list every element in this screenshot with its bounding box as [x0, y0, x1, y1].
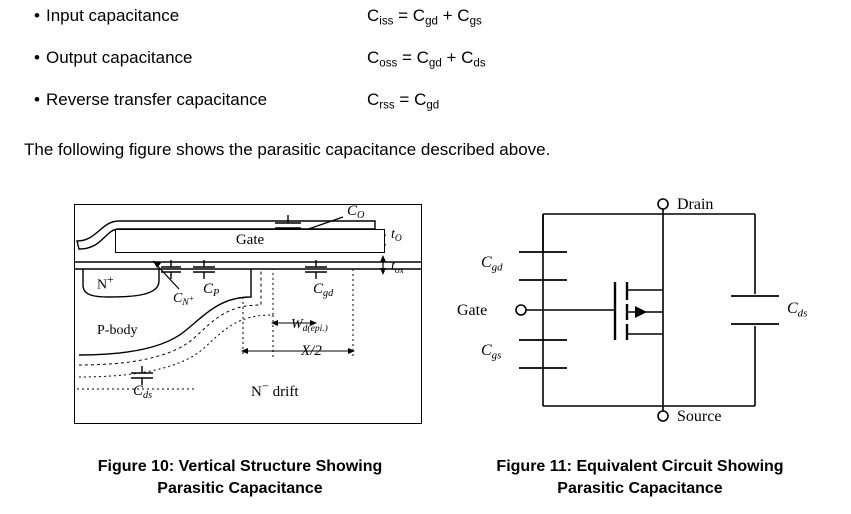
- figure-11-equivalent-circuit: [455, 190, 825, 430]
- bullet-row: [34, 44, 824, 86]
- bullet-equation-ciss: $C_{iss} = C_{gd} + C_{gs}$: [367, 6, 482, 28]
- label-t-o: $t_O$: [391, 227, 402, 244]
- terminal-label-gate: Gate: [457, 302, 488, 319]
- n-drift-label: N− drift: [251, 379, 299, 400]
- figure-11-drawing: [455, 190, 825, 430]
- bullet-list: [34, 2, 824, 128]
- gate-label: Gate: [235, 232, 265, 248]
- figure-11-caption-line2: Parasitic Capacitance: [557, 479, 723, 497]
- terminal-label-drain: Drain: [677, 196, 714, 213]
- bullet-row: [34, 86, 824, 128]
- bullet-equation-coss: $C_{oss} = C_{gd} + C_{ds}$: [367, 48, 486, 70]
- figure-11-caption: [440, 456, 840, 499]
- label-c-nplus: $C_{N^+}$: [173, 291, 195, 308]
- label-c-gd-structure: $C_{gd}$: [313, 281, 334, 300]
- bullet-label-output-capacitance: [34, 48, 192, 68]
- figure-10-caption: [30, 456, 450, 499]
- label-c-gd-circuit: $C_{gd}$: [481, 254, 503, 274]
- bullet-text: Input capacitance: [46, 6, 180, 25]
- body-paragraph: The following figure shows the parasitic capacitance described above.: [24, 140, 551, 159]
- label-c-p: $C_P$: [203, 281, 220, 300]
- figure-10-vertical-structure: [74, 204, 422, 424]
- figure-10-caption-line2: Parasitic Capacitance: [157, 479, 323, 497]
- bullet-equation-crss: $C_{rss} = C_{gd}$: [367, 90, 440, 112]
- p-body-label: P-body: [97, 323, 138, 338]
- bullet-text: Output capacitance: [46, 48, 193, 67]
- gate-region: [115, 229, 385, 253]
- bullet-dot-icon: •: [34, 48, 40, 67]
- label-x-over-2: X/2: [301, 343, 322, 359]
- bullet-dot-icon: •: [34, 6, 40, 25]
- bullet-dot-icon: •: [34, 90, 40, 109]
- bullet-row: [34, 2, 824, 44]
- terminal-label-source: Source: [677, 408, 722, 425]
- label-c-ds-structure: $C_{ds}$: [133, 383, 153, 402]
- label-w-depi: $W_{d(epi.)}$: [291, 317, 328, 334]
- bullet-text: Reverse transfer capacitance: [46, 90, 268, 109]
- bullet-label-reverse-transfer-capacitance: [34, 90, 267, 110]
- label-t-ox: $t_{ox}$: [391, 259, 404, 276]
- label-c-gs-circuit: $C_{gs}$: [481, 342, 502, 362]
- figure-11-caption-line1: Figure 11: Equivalent Circuit Showing: [496, 458, 784, 475]
- n-plus-region-label: N+: [97, 273, 114, 293]
- figure-10-caption-line1: Figure 10: Vertical Structure Showing: [97, 458, 383, 475]
- bullet-label-input-capacitance: [34, 6, 179, 26]
- label-c-ds-circuit: $C_{ds}$: [787, 300, 808, 320]
- label-co: $C_O$: [347, 203, 365, 222]
